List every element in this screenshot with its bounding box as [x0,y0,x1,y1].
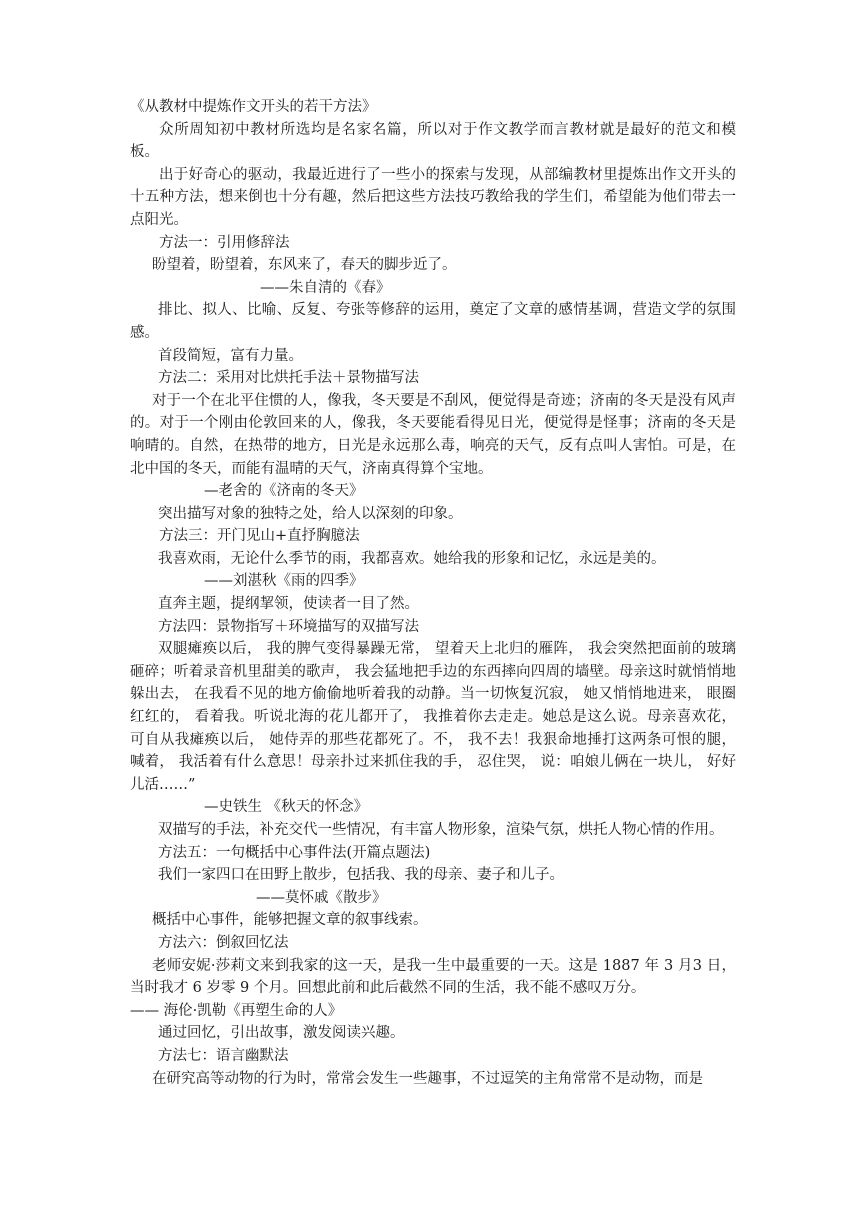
method-6-comment: 通过回忆，引出故事，激发阅读兴趣。 [158,1025,405,1042]
method-6-quote: 老师安妮·莎莉文来到我家的这一天，是我一生中最重要的一天。这是 1887 年 3 月3 日，当时我才 6 岁零 9 个月。回想此前和此后截然不同的生活，我不能不感叹万分。 [130,957,736,997]
method-5-quote: 我们一家四口在田野上散步，包括我、我的母亲、妻子和儿子。 [158,867,564,884]
method-1-source: ——朱自清的《春》 [260,279,391,296]
method-1-comment-1: 排比、拟人、比喻、反复、夸张等修辞的运用，奠定了文章的感情基调，营造文学的氛围感。 [130,302,736,341]
method-3-comment: 直奔主题，提纲挈领，使读者一目了然。 [158,596,419,613]
intro-paragraph-2: 出于好奇心的驱动，我最近进行了一些小的探索与发现，从部编教材里提炼出作文开头的十五种方法，想来倒也十分有趣，然后把这些方法技巧教给我的学生们，希望能为他们带去一点阳光。 [130,166,736,228]
method-4-heading: 方法四：景物指写＋环境描写的双描写法 [158,618,419,635]
intro-paragraph-1: 众所周知初中教材所选均是名家名篇，所以对于作文教学而言教材就是最好的范文和模板。 [130,121,736,161]
method-1-quote: 盼望着，盼望着，东风来了，春天的脚步近了。 [152,257,457,274]
method-6-heading: 方法六：倒叙回忆法 [158,934,289,951]
method-2-quote: 对于一个在北平住惯的人，像我，冬天要是不刮风，便觉得是奇迹；济南的冬天是没有风声的。对于一个刚由伦敦回来的人，像我，冬天要能看得见日光，便觉得是怪事；济南的冬天是响晴的。自然，在热带的地方，日光是永远那么毒，响亮的天气，反有点叫人害怕。可是，在北中国的冬天，而能有温晴的天气，济南真得算个宝地。 [130,392,736,477]
method-4-quote: 双腿瘫痪以后， 我的脾气变得暴躁无常， 望着天上北归的雁阵， 我会突然把面前的玻璃砸碎；听着录音机里甜美的歌声， 我会猛地把手边的东西摔向四周的墙壁。母亲这时就悄悄地躲出去， 在我看不见的地方偷偷地听着我的动静。当一切恢复沉寂， 她又悄悄地进来， 眼圈红红的， 看着我。听说北海的花儿都开了， 我推着你去走走。她总是这么说。母亲喜欢花， 可自从我瘫痪以后， 她侍弄的那些花都死了。不， 我不去！我狠命地捶打这两条可恨的腿， 喊着， 我活着有什么意思！母亲扑过来抓住我的手， 忍住哭， 说：咱娘儿俩在一块儿， 好好儿活……” [130,641,741,793]
method-1-heading: 方法一：引用修辞法 [159,234,290,251]
method-2-heading: 方法二：采用对比烘托手法＋景物描写法 [158,370,419,387]
method-7-heading: 方法七：语言幽默法 [158,1047,289,1064]
method-4-comment: 双描写的手法，补充交代一些情况，有丰富人物形象，渲染气氛，烘托人物心情的作用。 [158,822,724,838]
method-1-comment-2: 首段简短，富有力量。 [158,347,303,364]
document-page [130,96,741,1090]
method-2-comment: 突出描写对象的独特之处，给人以深刻的印象。 [158,505,463,522]
method-5-comment: 概括中心事件，能够把握文章的叙事线索。 [152,912,428,929]
method-5-heading: 方法五：一句概括中心事件法(开篇点题法) [158,844,431,861]
method-2-source: —老舍的《济南的冬天》 [204,483,364,500]
method-3-quote: 我喜欢雨，无论什么季节的雨，我都喜欢。她给我的形象和记忆，永远是美的。 [158,550,666,567]
method-3-heading: 方法三：开门见山+直抒胸臆法 [159,528,360,545]
document-title: 《从教材中提炼作文开头的若干方法》 [130,99,377,115]
method-4-source: —史铁生 《秋天的怀念》 [204,799,369,816]
method-5-source: ——莫怀戚《散步》 [256,889,387,906]
method-7-quote: 在研究高等动物的行为时，常常会发生一些趣事，不过逗笑的主角常常不是动物，而是 [152,1070,703,1087]
method-3-source: ——刘湛秋《雨的四季》 [204,573,364,590]
method-6-source: —— 海伦·凯勒《再塑生命的人》 [130,1002,343,1019]
